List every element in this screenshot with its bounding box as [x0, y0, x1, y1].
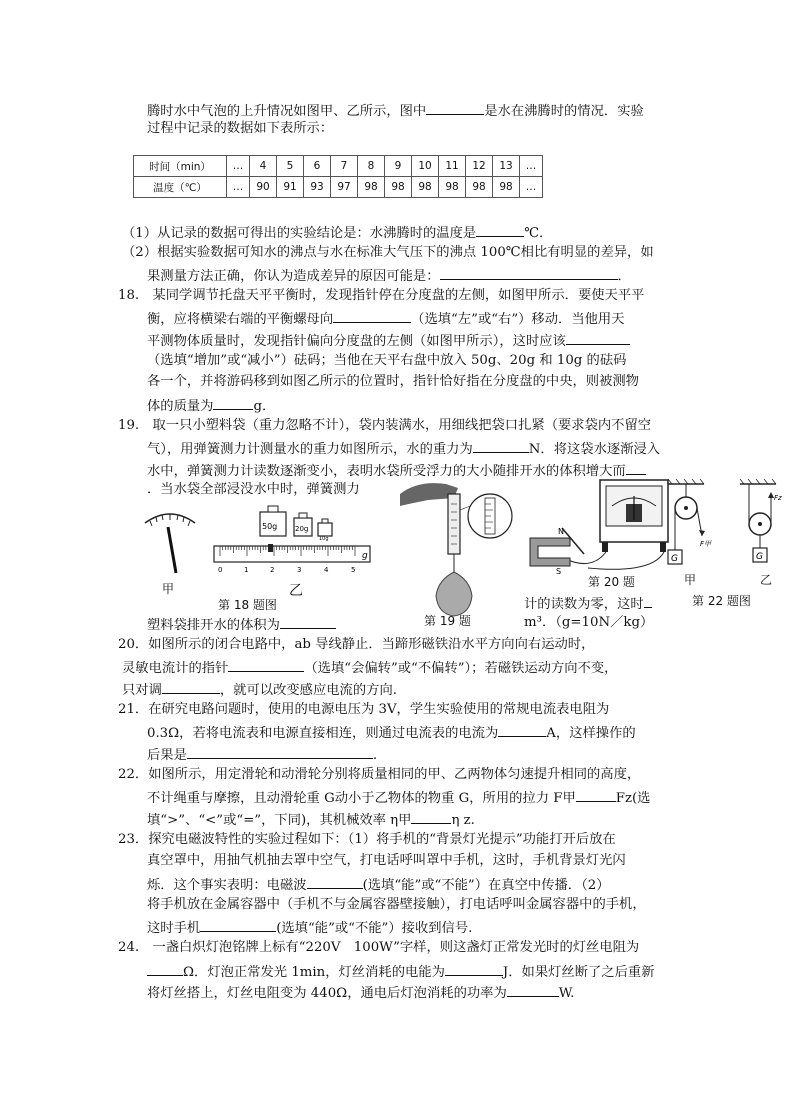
q18-line-2: 衡，应将横梁右端的平衡螺母向 （选填“左”或“右”）移动．当他用天: [147, 308, 625, 329]
temperature-time-table: [133, 155, 543, 198]
table-row: 温度（℃） … 90 91 93 97 98 98 98 98 98 98 …: [134, 177, 543, 198]
q23-line-5: 这时手机 (选填“能”或“不能”）接收到信号.: [147, 917, 472, 938]
q24-line-2: Ω．灯泡正常发光 1min，灯丝消耗的电能为 J．如果灯丝断了之后重新: [147, 961, 655, 982]
q23-line-2: 真空罩中，用抽气机抽去罩中空气，打电话呼叫罩中手机，这时，手机背景灯光闪: [147, 853, 626, 868]
q17-part2-cont: 果测量方法正确，你认为造成差异的原因可能是： ．: [147, 265, 631, 286]
answer-blank[interactable]: [147, 961, 183, 976]
figure-caption-18: 第 18 题图: [218, 598, 277, 612]
q20-line-1: 20．如图所示的闭合电路中，ab 导线静止．当蹄形磁铁沿水平方向向右运动时，: [118, 637, 595, 652]
answer-blank[interactable]: [498, 722, 546, 737]
answer-blank[interactable]: [426, 100, 484, 115]
q19-line-2: 气），用弹簧测力计测量水的重力如图所示，水的重力为 N．将这袋水逐渐浸入: [147, 438, 660, 459]
answer-blank[interactable]: [507, 982, 559, 997]
q24-line-1: 24. 一盏白炽灯泡铭牌上标有“220V 100W”字样，则这盏灯正常发光时的灯丝电阻为: [118, 940, 640, 955]
weight-label: G: [756, 552, 763, 562]
weight-label: 50g: [262, 522, 278, 531]
pulley-figure: [664, 478, 790, 578]
weight-label: 10g: [319, 536, 329, 542]
q22-line-1: 22．如图所示，用定滑轮和动滑轮分别将质量相同的甲、乙两物体匀速提升相同的高度，: [118, 767, 641, 782]
answer-blank[interactable]: [440, 265, 618, 280]
tick-label: 1: [244, 566, 249, 574]
q17-part2: （2）根据实验数据可知水的沸点与水在标准大气压下的沸点 100℃相比有明显的差异，如: [122, 245, 654, 260]
q19-line-5-right: 计的读数为零，这时: [524, 593, 652, 614]
q18-line-3: 平测物体质量时，发现指针偏向分度盘的左侧（如图甲所示），这时应该: [147, 330, 630, 351]
tick-label: 2: [270, 566, 275, 574]
figure-caption-22: 第 22 题图: [692, 594, 751, 608]
weights-ruler-figure: [210, 500, 375, 585]
figure-caption-19: 第 19 题: [424, 614, 471, 628]
figure-label-yi: 乙: [760, 573, 773, 587]
answer-blank[interactable]: [162, 679, 220, 694]
q19-line-3: 水中，弹簧测力计读数逐渐变小，表明水袋所受浮力的大小随排开水的体积增大而: [147, 460, 646, 481]
magnet-pole-n: N: [558, 527, 564, 536]
answer-blank[interactable]: [445, 961, 503, 976]
tick-label: 4: [324, 566, 329, 574]
table-row: 时间（min） … 4 5 6 7 8 9 10 11 12 13 …: [134, 156, 543, 177]
answer-blank[interactable]: [228, 657, 304, 672]
magnet-pole-s: S: [556, 567, 562, 576]
figure-label-jia: 甲: [684, 573, 697, 587]
answer-blank[interactable]: [566, 330, 630, 345]
figure-caption-20: 第 20 题: [588, 575, 635, 589]
q19-line-5: 塑料袋排开水的体积为: [147, 614, 336, 635]
q22-line-3: 填“>”、“<”或“=”，下同)，其机械效率 η甲 η z.: [147, 809, 475, 830]
force-label: F甲: [700, 540, 712, 548]
intro-line-1: 腾时水中气泡的上升情况如图甲、乙所示，图中 是水在沸腾时的情况．实验: [147, 100, 644, 121]
figure-label-yi: 乙: [289, 583, 303, 599]
q19-line-1: 19. 取一只小塑料袋（重力忽略不计），袋内装满水，用细线把袋口扎紧（要求袋内不留空: [118, 418, 652, 433]
answer-blank[interactable]: [333, 308, 411, 323]
balance-dial-figure: [140, 505, 200, 580]
q24-line-3: 将灯丝搭上，灯丝电阻变为 440Ω，通电后灯泡消耗的功率为 W.: [147, 982, 574, 1003]
answer-blank[interactable]: [307, 874, 363, 889]
q17-part1: （1）从记录的数据可得出的实验结论是：水沸腾时的温度是 ℃．: [122, 222, 552, 243]
q18-line-6: 体的质量为 g．: [147, 395, 275, 416]
spring-scale-figure: [398, 476, 516, 618]
galvanometer-circuit-figure: [522, 476, 674, 576]
answer-blank[interactable]: [476, 222, 524, 237]
q23-line-3: 烁．这个事实表明：电磁波 (选填“能”或“不能”）在真空中传播．（2）: [147, 874, 610, 895]
ruler-unit: g: [362, 551, 368, 561]
q18-line-1: 18. 某同学调节托盘天平平衡时，发现指针停在分度盘的左侧，如图甲所示．要使天平平: [118, 288, 645, 303]
answer-blank[interactable]: [473, 438, 529, 453]
intro-line-2: 过程中记录的数据如下表所示：: [147, 121, 334, 136]
answer-blank[interactable]: [200, 917, 276, 932]
answer-blank[interactable]: [280, 614, 336, 629]
answer-blank[interactable]: [213, 395, 253, 410]
q21-line-2: 0.3Ω，若将电流表和电源直接相连，则通过电流表的电流为 A，这样操作的: [147, 722, 636, 743]
q19-line-4: ．当水袋全部浸没水中时，弹簧测力: [147, 482, 360, 497]
weight-label: G: [671, 554, 678, 564]
q19-line-6-right: m³．（g=10N／kg）: [524, 615, 654, 630]
q23-line-1: 23．探究电磁波特性的实验过程如下：（1）将手机的“背景灯光提示”功能打开后放在: [118, 832, 616, 847]
tick-label: 5: [351, 566, 356, 574]
q20-line-3: 只对调 ，就可以改变感应电流的方向.: [122, 679, 397, 700]
q21-line-3: 后果是 .: [147, 744, 377, 765]
answer-blank[interactable]: [626, 460, 646, 475]
q23-line-4: 将手机放在金属容器中（手机不与金属容器壁接触），打电话呼叫金属容器中的手机，: [147, 897, 646, 912]
answer-blank[interactable]: [411, 809, 451, 824]
q20-line-2: 灵敏电流计的指针 （选填“会偏转”或“不偏转”）；若磁铁运动方向不变，: [122, 657, 617, 678]
q18-line-5: 各一个，并将游码移到如图乙所示的位置时，指针恰好指在分度盘的中央，则被测物: [147, 374, 639, 389]
force-label: Fz: [774, 494, 782, 502]
q18-line-4: （选填“增加”或“减小”）砝码；当他在天平右盘中放入 50g、20g 和 10g 的砝码: [147, 353, 627, 368]
q22-line-2: 不计绳重与摩擦，且动滑轮重 G动小于乙物体的物重 G，所用的拉力 F甲 Fz(选: [147, 787, 650, 808]
tick-label: 3: [297, 566, 302, 574]
q21-line-1: 21．在研究电路问题时，使用的电源电压为 3V，学生实验使用的常规电流表电阻为: [118, 702, 610, 717]
figure-label-jia: 甲: [162, 582, 175, 596]
answer-blank[interactable]: [576, 787, 616, 802]
weight-label: 20g: [295, 525, 309, 533]
tick-label: 0: [218, 566, 223, 574]
answer-blank[interactable]: [187, 744, 373, 759]
